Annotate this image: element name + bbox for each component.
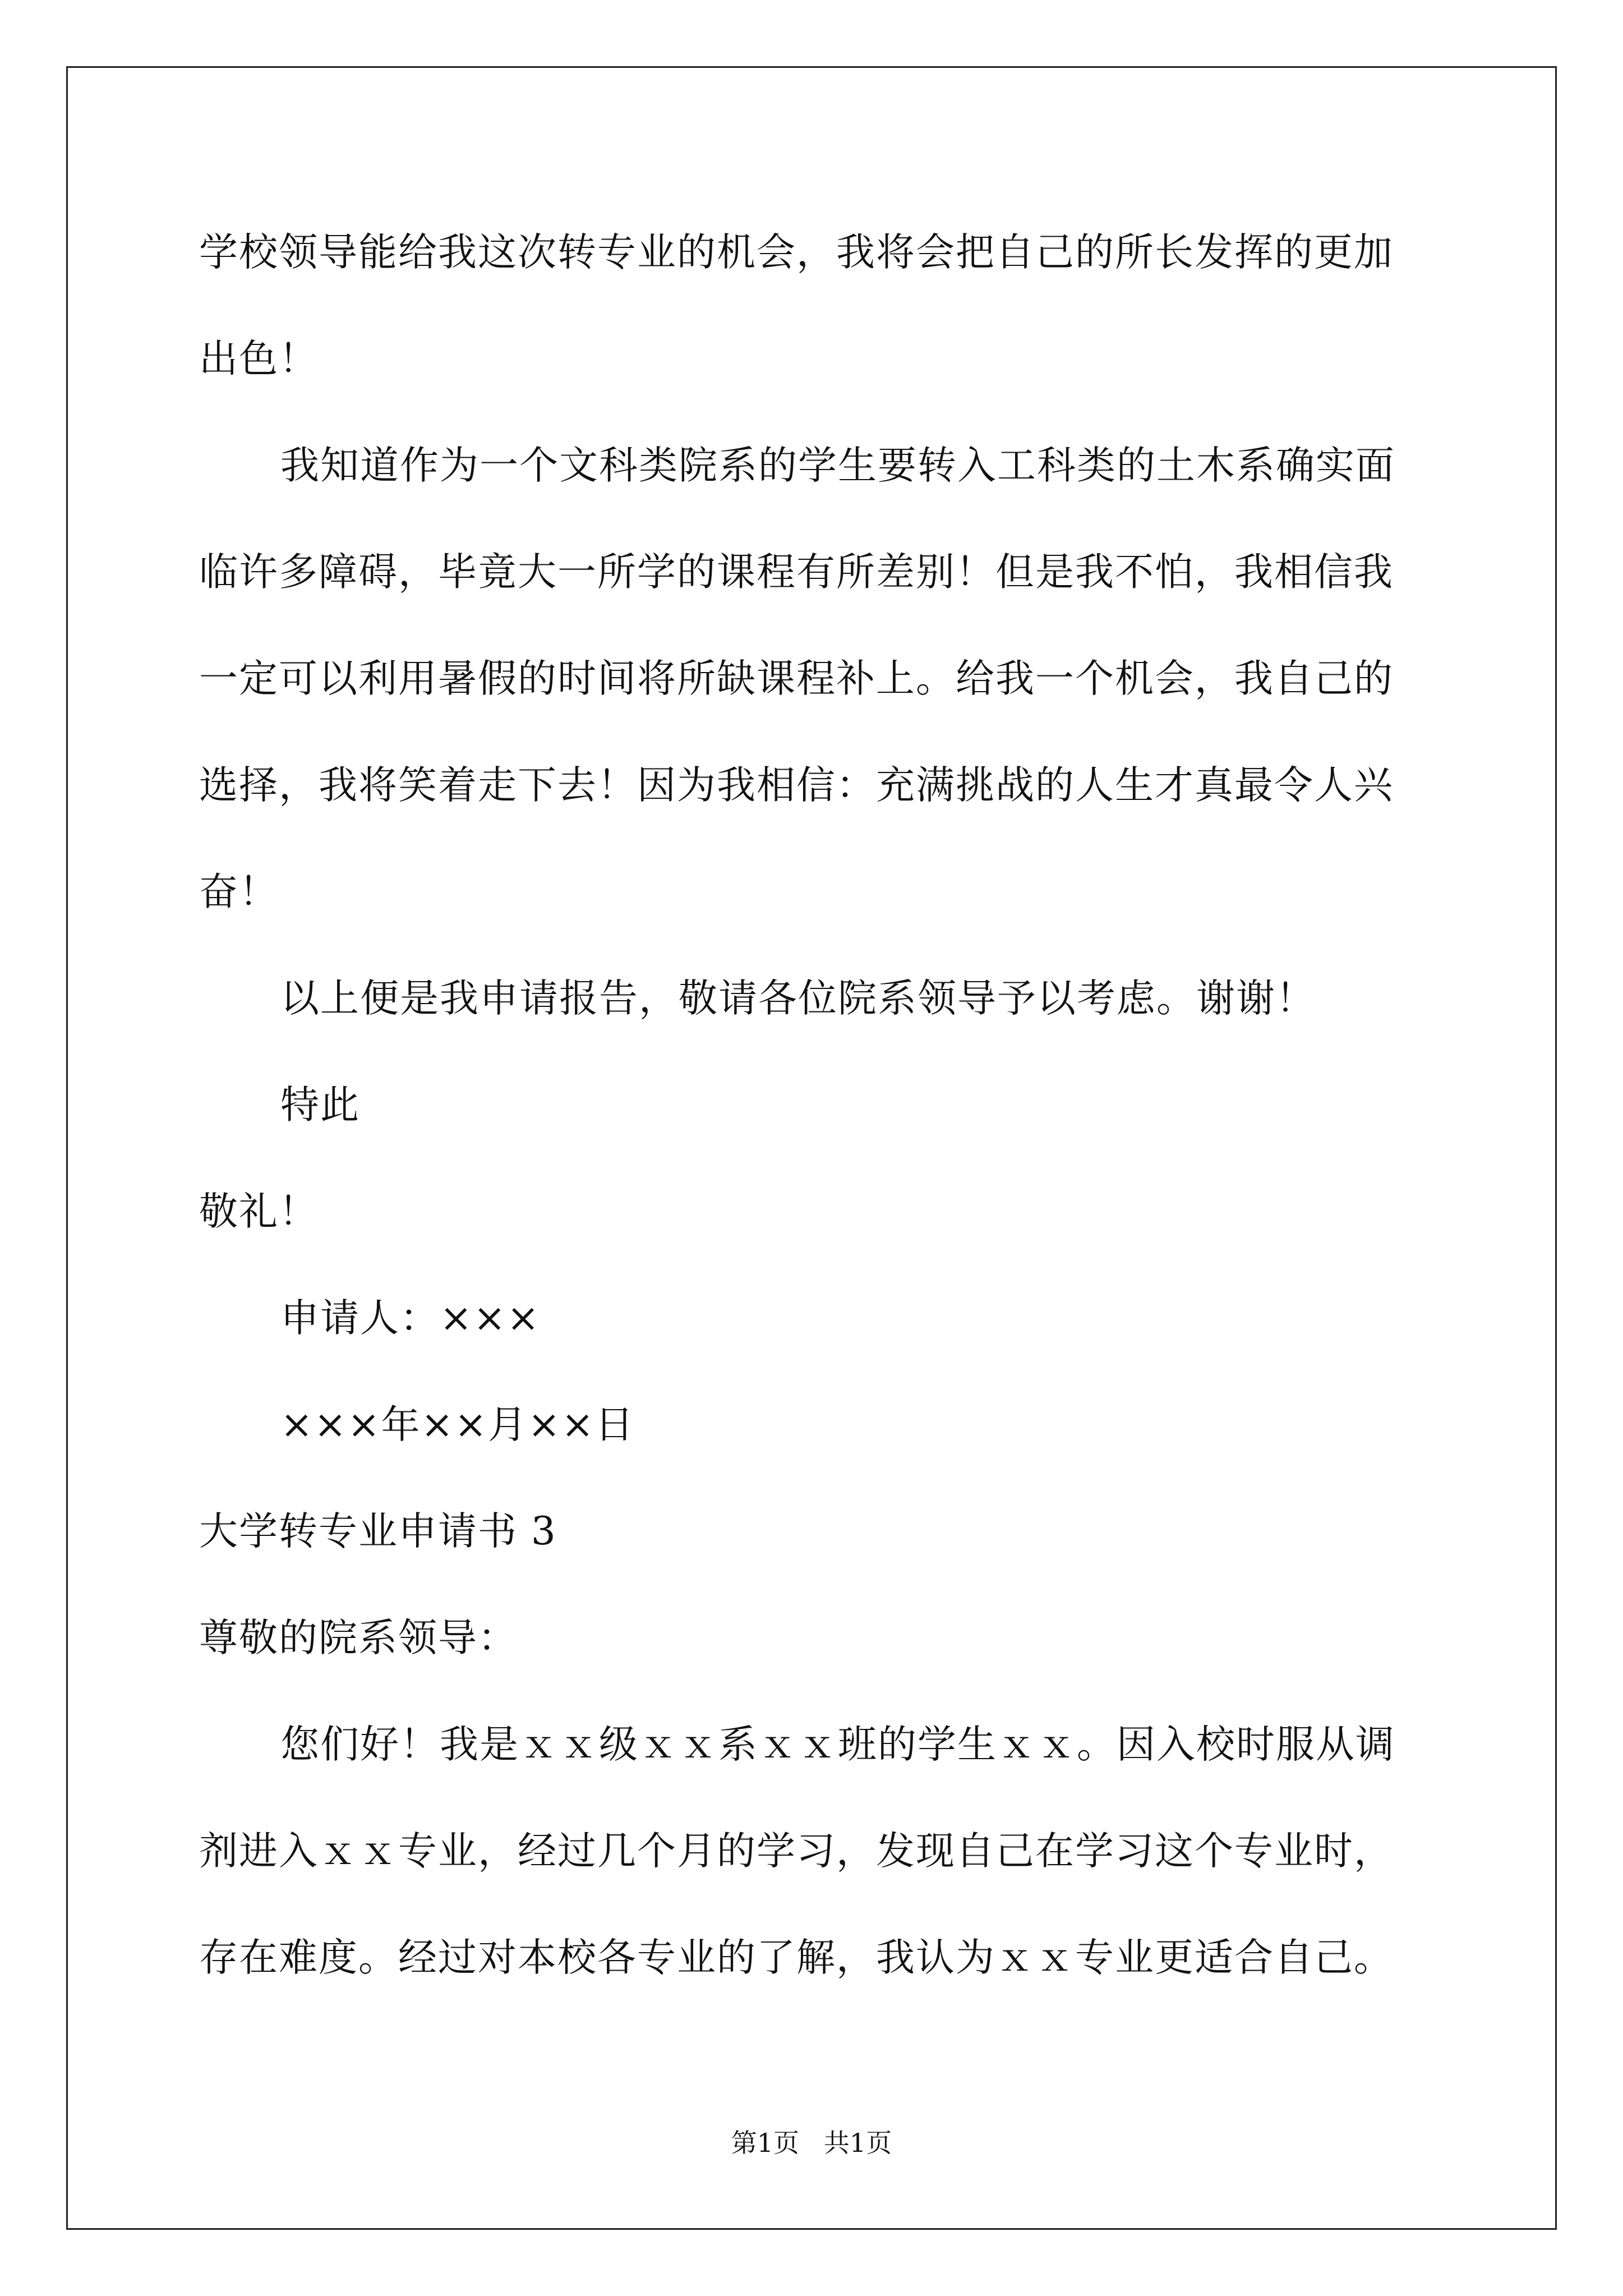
page-border bbox=[66, 66, 1557, 2230]
body-line-1: 学校领导能给我这次转专业的机会，我将会把自己的所长发挥的更加 bbox=[199, 230, 1394, 275]
body-line-10: 存在难度。经过对本校各专业的了解，我认为ｘｘ专业更适合自己。 bbox=[199, 1935, 1394, 1980]
closing-request-line: 以上便是我申请报告，敬请各位院系领导予以考虑。谢谢！ bbox=[280, 976, 1316, 1021]
body-line-6: 选择，我将笑着走下去！因为我相信：充满挑战的人生才真最令人兴 bbox=[199, 763, 1394, 808]
page-footer: 第1页 共1页 bbox=[731, 2128, 892, 2158]
body-line-9: 剂进入ｘｘ专业，经过几个月的学习，发现自己在学习这个专业时， bbox=[199, 1829, 1394, 1874]
body-line-5: 一定可以利用暑假的时间将所缺课程补上。给我一个机会，我自己的 bbox=[199, 656, 1394, 701]
body-line-4: 临许多障碍，毕竟大一所学的课程有所差别！但是我不怕，我相信我 bbox=[199, 550, 1394, 595]
section-title: 大学转专业申请书 3 bbox=[199, 1509, 557, 1554]
body-line-7: 奋！ bbox=[199, 869, 279, 914]
date-line: ×××年××月××日 bbox=[280, 1402, 635, 1447]
body-line-2: 出色！ bbox=[199, 337, 319, 381]
greeting-line: 尊敬的院系领导： bbox=[199, 1616, 518, 1660]
body-line-8: 您们好！我是ｘｘ级ｘｘ系ｘｘ班的学生ｘｘ。因入校时服从调 bbox=[280, 1722, 1395, 1767]
body-line-3: 我知道作为一个文科类院系的学生要转入工科类的土木系确实面 bbox=[280, 443, 1395, 488]
salutation-line: 敬礼！ bbox=[199, 1189, 319, 1234]
applicant-line: 申请人：××× bbox=[280, 1296, 541, 1341]
closing-tece-line: 特此 bbox=[280, 1083, 360, 1128]
